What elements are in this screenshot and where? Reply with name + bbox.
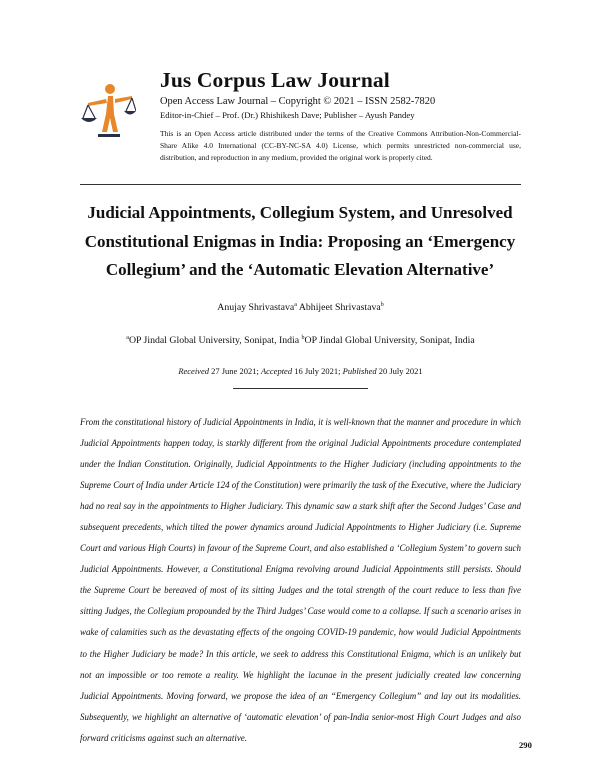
affil-marker: a [126,335,129,341]
affil-marker: b [301,335,305,341]
page-number: 290 [519,740,532,750]
journal-copyright-line: Open Access Law Journal – Copyright © 2021 – ISSN 2582-7820 [160,96,436,107]
license-notice: This is an Open Access article distributed under the terms of the Creative Commons Attribution-Non-Commercial-Share Alike 4.0 International (CC-BY-NC-SA 4.0) License, which permits unrestricted non-commercial use, distribution, and reproduction in any medium, provided the original work is properly cited. [160,129,521,162]
received-date: 27 June 2021; [208,366,261,376]
affiliations-line [80,335,521,346]
article-title: Judicial Appointments, Collegium System, and Unresolved Constitutional Enigmas in India: Proposing an ‘Emergency Collegium’ and the ‘Automatic Elevation Alternative’ [84,203,516,279]
published-label: Published [342,366,377,376]
header-divider [80,184,521,185]
published-date: 20 July 2021 [376,366,423,376]
author-affil-marker: b [380,302,384,308]
affiliation: OP Jindal Global University, Sonipat, India [128,335,302,346]
accepted-label: Accepted [260,366,293,376]
journal-logo-scales-icon [80,80,136,140]
authors-line [80,302,521,313]
article-dates [80,366,521,376]
author-name: Anujay Shrivastava [217,302,295,313]
accepted-date: 16 July 2021; [292,366,343,376]
affiliation: OP Jindal Global University, Sonipat, India [304,335,475,346]
author-name: Abhijeet Shrivastava [296,302,381,313]
journal-editor-line: Editor-in-Chief – Prof. (Dr.) Rhishikesh Dave; Publisher – Ayush Pandey [160,110,415,120]
abstract-text: From the constitutional history of Judicial Appointments in India, it is well-known that the manner and procedure in which Judicial Appointments happen today, is starkly different from the original Judicial Appointments procedure contemplated under the Indian Constitution. Originally, Judicial Appointments to the Higher Judiciary (including appointments to the Supreme Court of India under Article 124 of the Constitution) were primarily the task of the Executive, where the Judiciary had no real say in the appointments to Higher Judiciary. This dynamic saw a stark shift after the Second Judges’ Case and subsequent precedents, which tilted the power dynamics around Judicial Appointments to Higher Judiciary (i.e. Supreme Court and various High Courts) in favour of the Supreme Court, and also established a ‘Collegium System’ to govern such Judicial Appointments. However, a Constitutional Enigma revolving around Judicial Appointments still persists. Should the Supreme Court be bereaved of most of its sitting Judges and the total strength of the court reduce to less than five sitting Judges, the Collegium propounded by the Third Judges’ Case would come to a collapse. If such a scenario arises in wake of calamities such as the devastating effects of the ongoing COVID-19 pandemic, how would Judicial Appointments to the Higher Judiciary be made? In this article, we seek to address this Constitutional Enigma, which is an unlikely but not an impossible or too remote a reality. We highlight the lacunae in the present judicially created law concerning Judicial Appointments. Moving forward, we propose the idea of an “Emergency Collegium” and lay out its modalities. Subsequently, we highlight an alternative of ‘automatic elevation’ of pan-India senior-most High Court Judges and also forward criticisms against such an alternative. [80,417,521,743]
author-affil-marker: a [294,302,297,308]
section-divider [233,388,368,389]
received-label: Received [178,366,209,376]
journal-title: Jus Corpus Law Journal [160,68,390,92]
